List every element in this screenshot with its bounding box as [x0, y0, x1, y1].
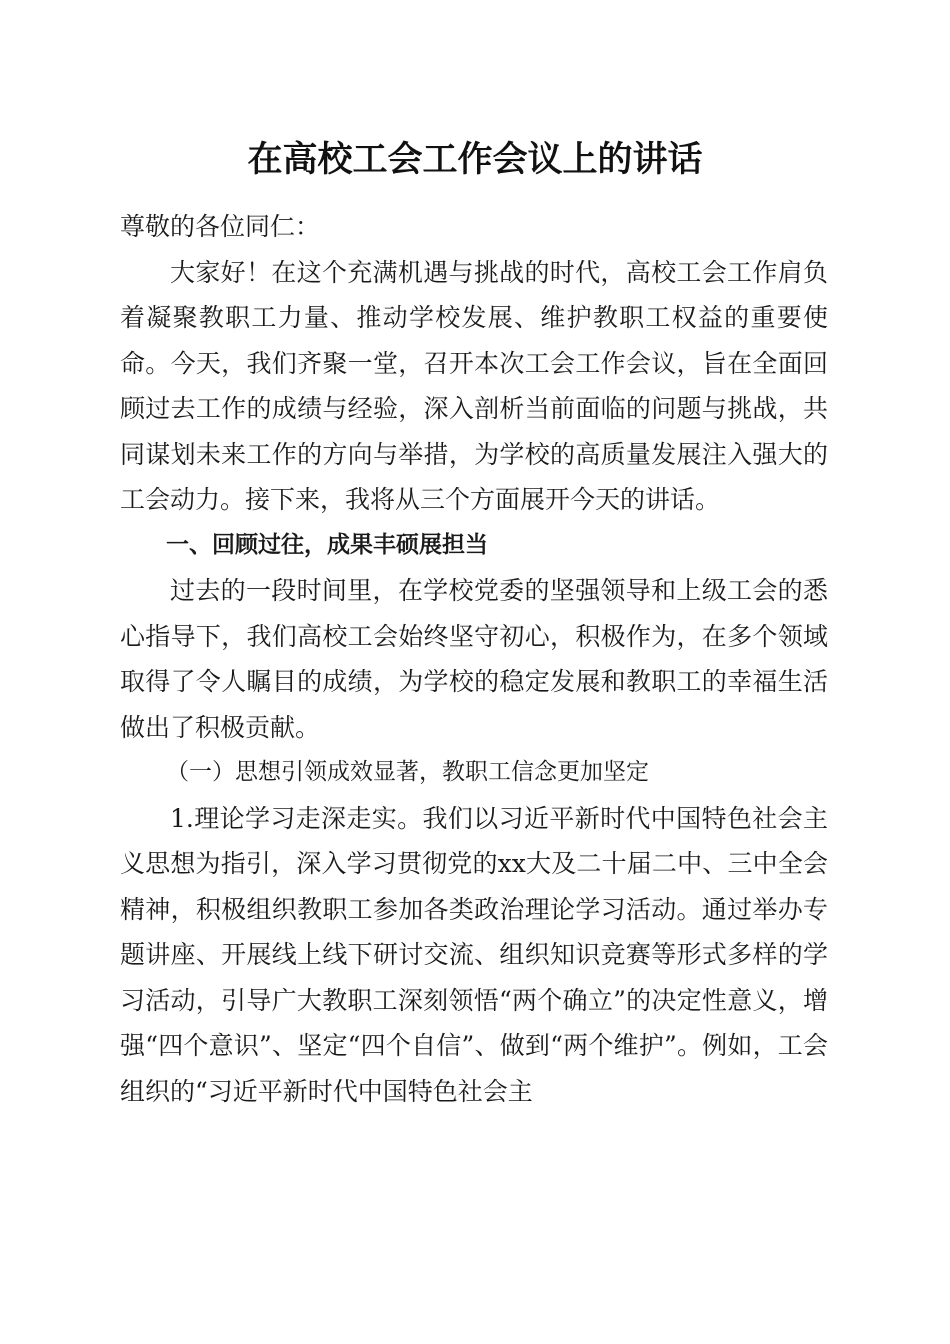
- salutation: 尊敬的各位同仁：: [120, 212, 321, 241]
- document-title: 在高校工会工作会议上的讲话: [247, 139, 703, 180]
- section-heading-1: 一、回顾过往，成果丰硕展担当: [166, 531, 488, 558]
- review-paragraph: 过去的一段时间里，在学校党委的坚强领导和上级工会的悉心指导下，我们高校工会始终坚守初心，积极作为，在多个领域取得了令人瞩目的成绩，为学校的稳定发展和教职工的幸福生活做出了积极贡献。: [120, 576, 828, 742]
- document-body: [120, 204, 828, 1114]
- point-1-paragraph: 1.理论学习走深走实。我们以习近平新时代中国特色社会主义思想为指引，深入学习贯彻党的xx大及二十届二中、三中全会精神，积极组织教职工参加各类政治理论学习活动。通过举办专题讲座、开展线上线下研讨交流、组织知识竞赛等形式多样的学习活动，引导广大教职工深刻领悟“两个确立”的决定性意义，增强“四个意识”、坚定“四个自信”、做到“两个维护”。例如，工会组织的“习近平新时代中国特色社会主: [120, 803, 828, 1106]
- intro-paragraph: 大家好！在这个充满机遇与挑战的时代，高校工会工作肩负着凝聚教职工力量、推动学校发展、维护教职工权益的重要使命。今天，我们齐聚一堂，召开本次工会工作会议，旨在全面回顾过去工作的成绩与经验，深入剖析当前面临的问题与挑战，共同谋划未来工作的方向与举措，为学校的高质量发展注入强大的工会动力。接下来，我将从三个方面展开今天的讲话。: [120, 257, 828, 514]
- subsection-heading-1: （一）思想引领成效显著，教职工信念更加坚定: [166, 759, 649, 785]
